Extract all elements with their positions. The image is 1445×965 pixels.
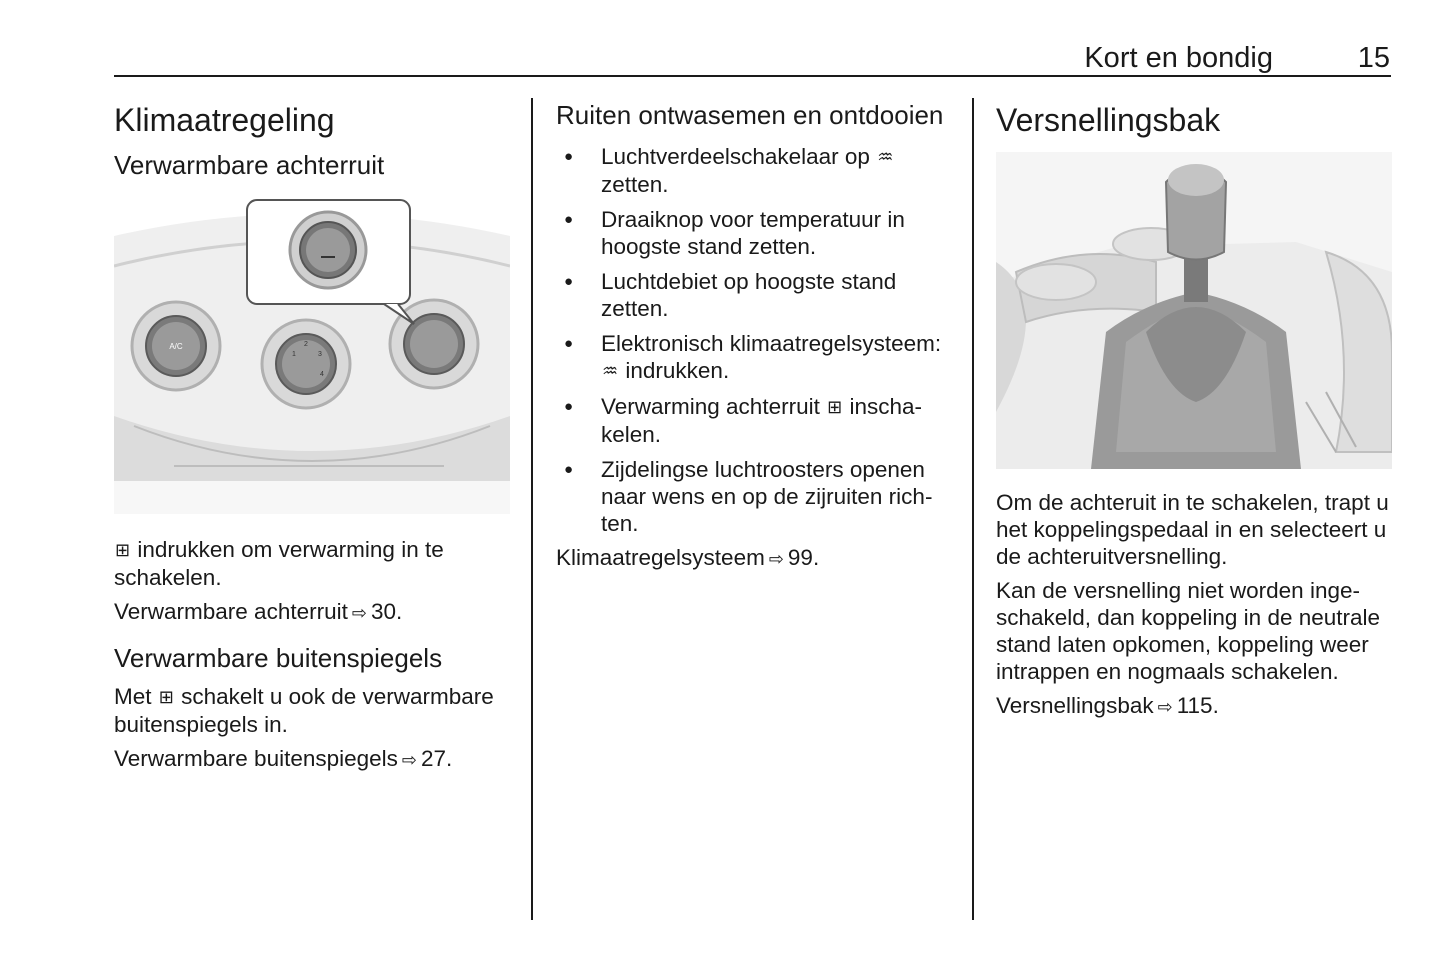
windscreen-defrost-icon: ♒ xyxy=(602,361,619,381)
paragraph-reverse-gear: Om de achteruit in te schakelen, trapt u het koppelingspedaal in en selecteert u de achteruitversnelling. xyxy=(996,490,1389,569)
page-arrow-icon: ⇨ xyxy=(768,549,784,569)
xref-climate-system[interactable]: Klimaatregelsysteem ⇨ 99. xyxy=(556,544,952,573)
running-header-title: Kort en bondig xyxy=(1084,42,1273,74)
page-arrow-icon: ⇨ xyxy=(351,603,367,623)
column-divider-2 xyxy=(972,98,974,920)
list-item: ● Draaiknop voor temperatuur in hoogste stand zetten. xyxy=(556,206,952,260)
rear-window-heater-icon: ⊞ xyxy=(158,687,174,707)
defog-steps-list xyxy=(556,143,952,537)
page-arrow-icon: ⇨ xyxy=(401,750,418,770)
paragraph-gear-not-engaging: Kan de versnelling niet worden ingeschakeld, dan koppeling in de neutrale stand laten opkomen, koppeling weer intrappen en nogmaals schakelen. xyxy=(996,578,1381,684)
list-item: ● Luchtdebiet op hoogste stand zetten. xyxy=(556,268,952,322)
knob-speed-4: 4 xyxy=(320,371,324,378)
right-column xyxy=(996,96,1392,721)
gear-shift-figure xyxy=(996,152,1392,469)
xref-gearbox[interactable]: Versnellingsbak ⇨ 115. xyxy=(996,692,1392,721)
windscreen-defrost-icon: ♒ xyxy=(877,147,894,167)
xref-rear-window[interactable]: Verwarmbare achterruit ⇨ 30. xyxy=(114,598,510,627)
knob-ac-label: A/C xyxy=(169,342,183,351)
subtitle-defog: Ruiten ontwasemen en ontdooien xyxy=(556,100,944,130)
page-arrow-icon: ⇨ xyxy=(1157,697,1173,717)
paragraph-rear-heater: ⊞ indrukken om verwarming in te schakelen. xyxy=(114,537,444,590)
list-item: ● Zijdelingse luchtroosters openen naar wens en op de zijruiten richten. xyxy=(556,456,952,537)
xref-mirrors[interactable]: Verwarmbare buitenspiegels ⇨ 27. xyxy=(114,745,510,774)
list-item: ● Verwarming achterruit ⊞ inschakelen. xyxy=(556,393,952,448)
subtitle-heated-rear-window: Verwarmbare achterruit xyxy=(114,150,385,180)
list-item: ● Luchtverdeelschakelaar op ♒ zetten. xyxy=(556,143,952,198)
knob-speed-2: 2 xyxy=(304,341,308,348)
rear-window-heater-icon: ⊞ xyxy=(115,540,131,560)
paragraph-mirrors: Met ⊞ schakelt u ook de verwarmbare buitenspiegels in. xyxy=(114,684,494,737)
subtitle-heated-mirrors: Verwarmbare buitenspiegels xyxy=(114,643,443,673)
knob-speed-3: 3 xyxy=(318,351,322,358)
column-divider-1 xyxy=(531,98,533,920)
list-item: ● Elektronisch klimaatregelsysteem: ♒ indrukken. xyxy=(556,330,952,385)
rear-window-heater-icon: ⊞ xyxy=(827,397,843,417)
middle-column xyxy=(556,96,952,573)
page-number: 15 xyxy=(1357,42,1390,74)
knob-speed-1: 1 xyxy=(292,351,296,358)
climate-control-figure xyxy=(114,196,510,514)
header-rule xyxy=(114,75,1391,77)
section-title-climate: Klimaatregeling xyxy=(114,102,335,138)
section-title-gearbox: Versnellingsbak xyxy=(996,102,1221,138)
left-column xyxy=(114,96,510,774)
